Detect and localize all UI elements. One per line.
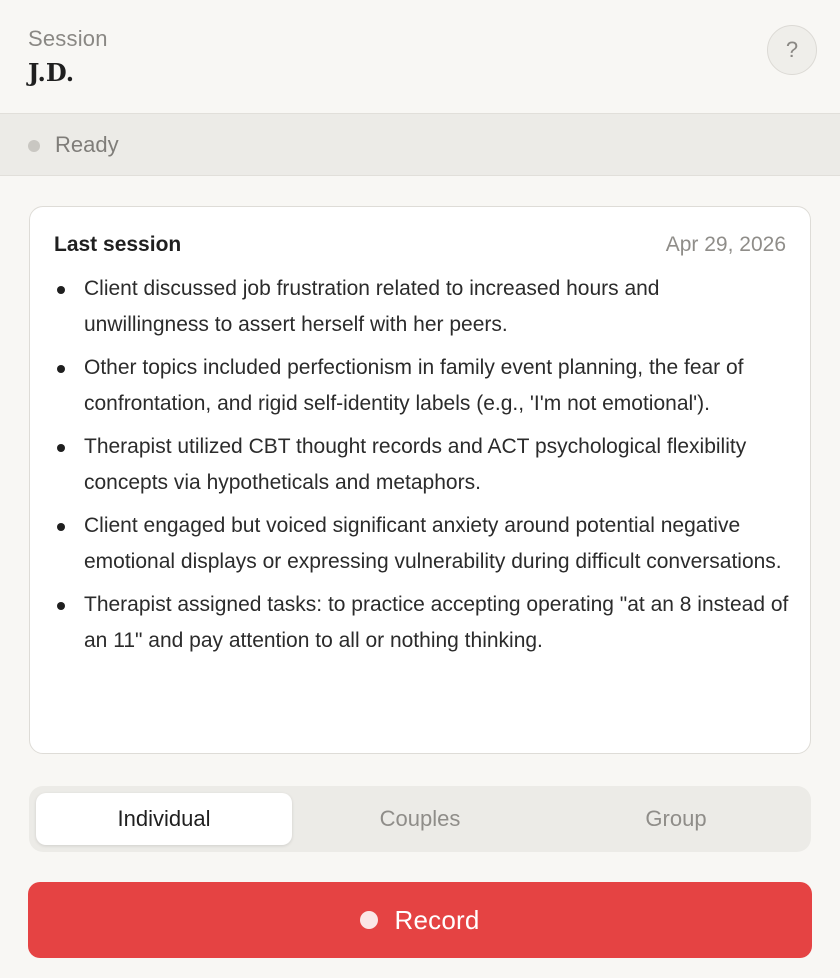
- session-notes-list: [54, 271, 790, 666]
- question-mark-icon: ?: [785, 37, 799, 62]
- session-note: [54, 587, 790, 659]
- segment-couples[interactable]: Couples: [379, 806, 461, 831]
- session-note-text: Other topics included perfectionism in family event planning, the fear of confrontation, and rigid self-identity labels (e.g., 'I'm not emotional').: [84, 356, 744, 415]
- session-note-text: Client engaged but voiced significant anxiety around potential negative emotional displays or expressing vulnerability during difficult conversations.: [84, 514, 782, 573]
- session-header: [0, 0, 840, 114]
- help-button[interactable]: [767, 25, 817, 75]
- status-bar: [0, 114, 840, 176]
- bullet-icon: [57, 444, 65, 452]
- session-note-text: Therapist utilized CBT thought records and ACT psychological flexibility concepts via hypotheticals and metaphors.: [84, 435, 747, 494]
- bullet-icon: [57, 602, 65, 610]
- session-note: [54, 508, 790, 580]
- session-note: [54, 429, 790, 501]
- bullet-icon: [57, 286, 65, 294]
- record-dot-icon: [360, 911, 378, 929]
- session-note-text: Client discussed job frustration related to increased hours and unwillingness to assert herself with her peers.: [84, 277, 660, 336]
- segment-group[interactable]: Group: [645, 806, 707, 831]
- status-indicator-icon: [28, 140, 40, 152]
- record-button[interactable]: [28, 882, 812, 958]
- session-note-text: Therapist assigned tasks: to practice accepting operating "at an 8 instead of an 11" and pay attention to all or nothing thinking.: [84, 593, 789, 652]
- client-name: J.D.: [28, 58, 75, 87]
- segment-individual[interactable]: Individual: [36, 793, 292, 845]
- session-type-selector: [29, 786, 811, 852]
- status-text: Ready: [55, 132, 119, 157]
- last-session-title: Last session: [54, 233, 182, 256]
- last-session-card: [29, 206, 811, 754]
- record-label: Record: [394, 904, 480, 935]
- bullet-icon: [57, 365, 65, 373]
- session-note: [54, 271, 790, 343]
- bullet-icon: [57, 523, 65, 531]
- last-session-date: Apr 29, 2026: [665, 233, 786, 256]
- session-label: Session: [28, 26, 108, 51]
- session-note: [54, 350, 790, 422]
